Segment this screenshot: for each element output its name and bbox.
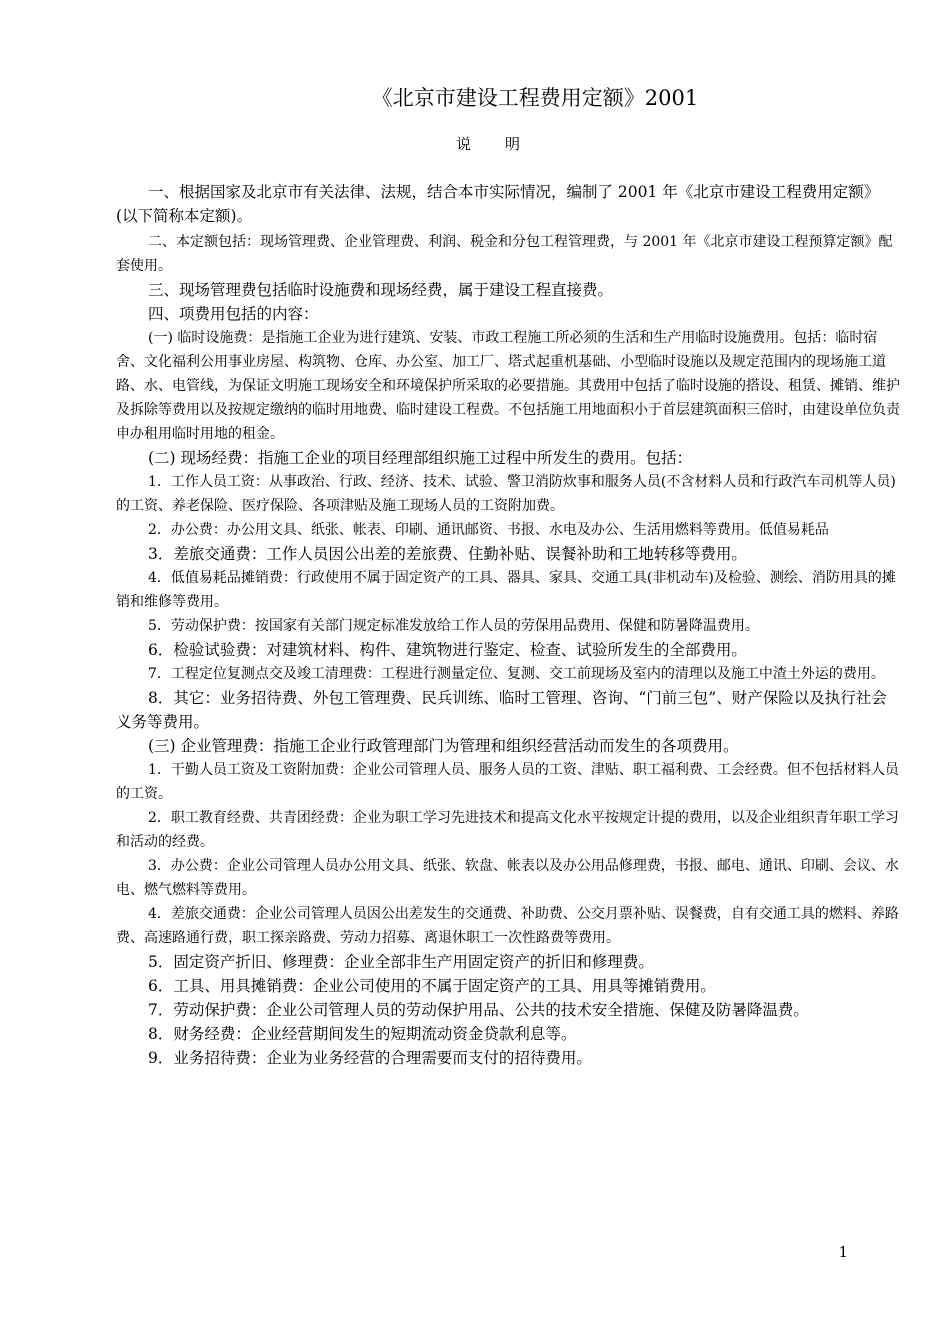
document-body bbox=[116, 180, 900, 1070]
list-item-enterprise-4: 4．差旅交通费：企业公司管理人员因公出差发生的交通费、补助费、公交月票补贴、误餐费，自有交通工具的燃料、养路费、高速路通行费，职工探亲路费、劳动力招募、离退休职工一次性路费等费用。 bbox=[116, 906, 899, 946]
list-item-enterprise-2: 2．职工教育经费、共青团经费：企业为职工学习先进技术和提高文化水平按规定计提的费用，以及企业组织青年职工学习和活动的经费。 bbox=[116, 810, 899, 850]
paragraph-intro-3: 三、现场管理费包括临时设施费和现场经费，属于建设工程直接费。 bbox=[148, 281, 614, 299]
paragraph-intro-4: 四、项费用包括的内容： bbox=[148, 305, 319, 323]
list-item-enterprise-9: 9．业务招待费：企业为业务经营的合理需要而支付的招待费用。 bbox=[148, 1049, 592, 1067]
list-item-site-5: 5．劳动保护费：按国家有关部门规定标准发放给工作人员的劳保用品费用、保健和防暑降温费用。 bbox=[148, 618, 759, 634]
list-item-site-1: 1．工作人员工资：从事政治、行政、经济、技术、试验、警卫消防炊事和服务人员(不含材料人员和行政汽车司机等人员)的工资、养老保险、医疗保险、各项津贴及施工现场人员的工资附加费。 bbox=[116, 474, 896, 514]
list-item-site-6: 6．检验试验费：对建筑材料、构件、建筑物进行鉴定、检查、试验所发生的全部费用。 bbox=[148, 641, 747, 659]
paragraph-intro-2: 二、本定额包括：现场管理费、企业管理费、利润、税金和分包工程管理费，与 2001 年《北京市建设工程预算定额》配套使用。 bbox=[116, 234, 893, 274]
list-item-enterprise-7: 7．劳动保护费：企业公司管理人员的劳动保护用品、公共的技术安全措施、保健及防暑降温费。 bbox=[148, 1001, 809, 1019]
paragraph-temporary-facilities: (一) 临时设施费：是指施工企业为进行建筑、安装、市政工程施工所必须的生活和生产用临时设施费用。包括：临时宿舍、文化福利公用事业房屋、构筑物、仓库、办公室、加工厂、塔式起重机基础、小型临时设施以及规定范围内的现场施工道路、水、电管线，为保证文明施工现场安全和环境保护所采取的必要措施。其费用中包括了临时设施的搭设、租赁、摊销、维护及拆除等费用以及按规定缴纳的临时用地费、临时建设工程费。不包括施工用地面积小于首层建筑面积三倍时，由建设单位负责申办租用临时用地的租金。 bbox=[116, 330, 900, 442]
list-item-site-7: 7．工程定位复测点交及竣工清理费：工程进行测量定位、复测、交工前现场及室内的清理以及施工中渣土外运的费用。 bbox=[148, 666, 885, 682]
list-item-enterprise-8: 8．财务经费：企业经营期间发生的短期流动资金贷款利息等。 bbox=[148, 1025, 577, 1043]
paragraph-intro-1: 一、根据国家及北京市有关法律、法规，结合本市实际情况，编制了 2001 年《北京市建设工程费用定额》(以下简称本定额)。 bbox=[116, 183, 880, 225]
paragraph-enterprise-management: (三) 企业管理费：指施工企业行政管理部门为管理和组织经营活动而发生的各项费用。 bbox=[148, 737, 739, 755]
list-item-enterprise-6: 6．工具、用具摊销费：企业公司使用的不属于固定资产的工具、用具等摊销费用。 bbox=[148, 977, 716, 995]
list-item-enterprise-1: 1．干勤人员工资及工资附加费：企业公司管理人员、服务人员的工资、津贴、职工福利费、工会经费。但不包括材料人员的工资。 bbox=[116, 762, 899, 802]
list-item-site-3: 3．差旅交通费：工作人员因公出差的差旅费、住勤补贴、误餐补助和工地转移等费用。 bbox=[148, 545, 747, 563]
list-item-site-4: 4．低值易耗品摊销费：行政使用不属于固定资产的工具、器具、家具、交通工具(非机动车)及检验、测绘、消防用具的摊销和维修等费用。 bbox=[116, 570, 896, 610]
page-title: 《北京市建设工程费用定额》2001 bbox=[371, 86, 699, 110]
list-item-site-2: 2．办公费：办公用文具、纸张、帐表、印刷、通讯邮资、书报、水电及办公、生活用燃料等费用。低值易耗品 bbox=[148, 522, 829, 538]
list-item-site-8: 8．其它：业务招待费、外包工管理费、民兵训练、临时工管理、咨询、“门前三包”、财产保险以及执行社会义务等费用。 bbox=[116, 689, 887, 731]
page-number: 1 bbox=[838, 1243, 848, 1261]
list-item-enterprise-3: 3．办公费：企业公司管理人员办公用文具、纸张、软盘、帐表以及办公用品修理费，书报、邮电、通讯、印刷、会议、水电、燃气燃料等费用。 bbox=[116, 858, 899, 898]
paragraph-site-expenses: (二) 现场经费：指施工企业的项目经理部组织施工过程中所发生的费用。包括： bbox=[148, 449, 693, 467]
section-heading: 说明 bbox=[455, 135, 554, 153]
list-item-enterprise-5: 5．固定资产折旧、修理费：企业全部非生产用固定资产的折旧和修理费。 bbox=[148, 953, 654, 971]
